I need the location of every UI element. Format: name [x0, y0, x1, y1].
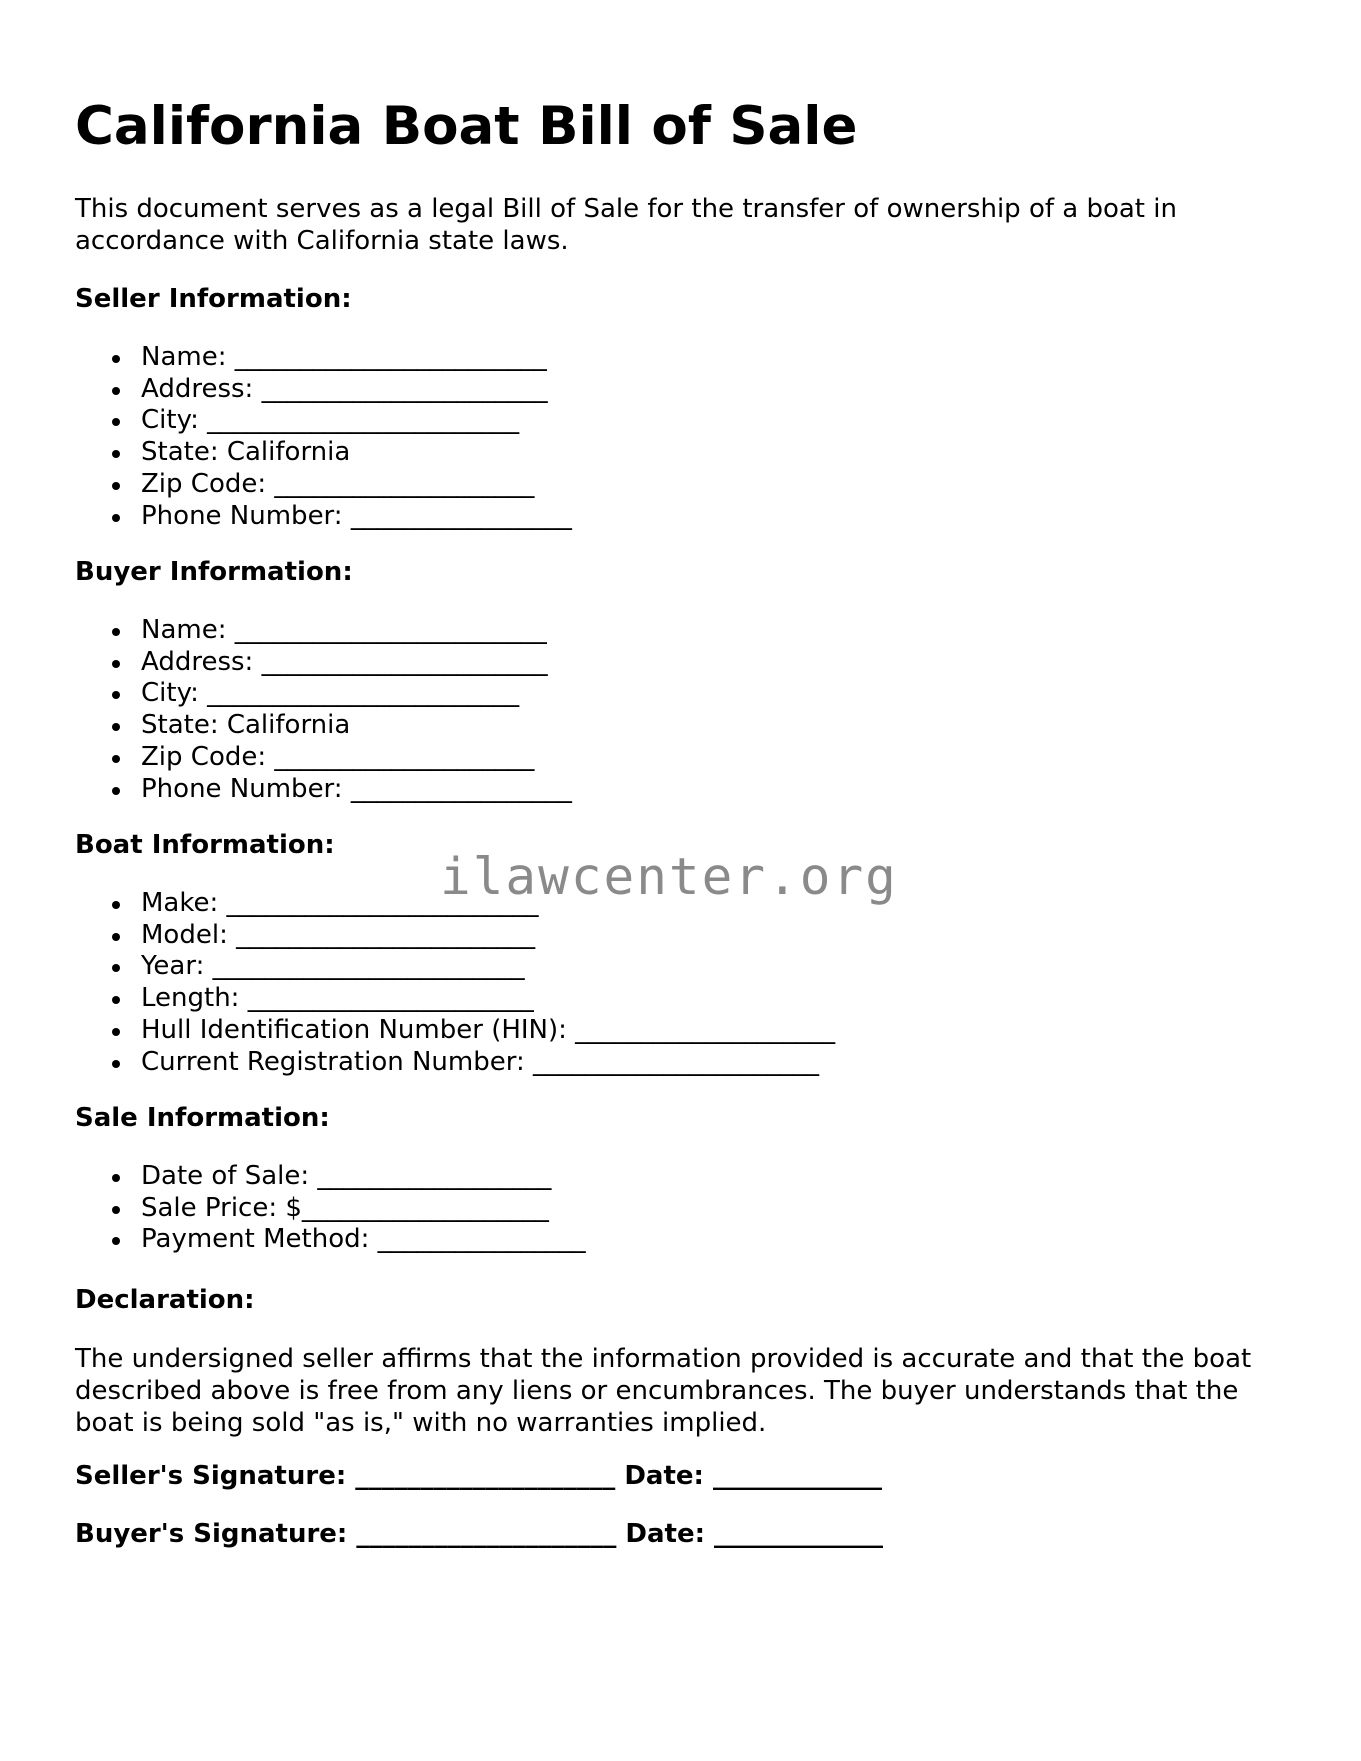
declaration-heading: Declaration: — [75, 1285, 255, 1315]
buyer-fields — [75, 615, 572, 805]
buyer-address-field[interactable]: Address: ______________________ — [141, 647, 572, 679]
boat-registration-field[interactable]: Current Registration Number: ______________________ — [141, 1047, 835, 1079]
sale-fields — [75, 1161, 586, 1256]
seller-zip-field[interactable]: Zip Code: ____________________ — [141, 469, 572, 501]
buyer-state-field: State: California — [141, 710, 572, 742]
intro-paragraph: This document serves as a legal Bill of Sale for the transfer of ownership of a boat in accordance with California state laws. — [75, 194, 1177, 256]
seller-city-field[interactable]: City: ________________________ — [141, 405, 572, 437]
buyer-phone-field[interactable]: Phone Number: _________________ — [141, 773, 572, 804]
boat-fields — [75, 888, 835, 1078]
boat-hin-field[interactable]: Hull Identification Number (HIN): ____________________ — [141, 1014, 836, 1045]
watermark-text: ilawcenter.org — [440, 848, 898, 907]
seller-address-field[interactable]: Address: ______________________ — [141, 374, 572, 406]
sale-price-field[interactable]: Sale Price: $___________________ — [141, 1193, 586, 1225]
buyer-city-field[interactable]: City: ________________________ — [141, 678, 572, 710]
buyer-signature-line[interactable]: Buyer's Signature: ____________________ Date: _____________ — [75, 1519, 884, 1549]
boat-make-field[interactable]: Make: ________________________ — [141, 888, 835, 920]
declaration-text: The undersigned seller affirms that the information provided is accurate and that the boat described above is free from any liens or encumbrances. The buyer understands that the boat is being sold "as is," with no warranties implied. — [75, 1344, 1252, 1438]
buyer-heading: Buyer Information: — [75, 557, 353, 587]
boat-year-field[interactable]: Year: ________________________ — [141, 951, 835, 983]
seller-fields — [75, 342, 572, 532]
seller-heading: Seller Information: — [75, 284, 352, 314]
sale-date-field[interactable]: Date of Sale: __________________ — [141, 1161, 586, 1193]
boat-heading: Boat Information: — [75, 830, 335, 860]
sale-heading: Sale Information: — [75, 1103, 330, 1133]
buyer-name-field[interactable]: Name: ________________________ — [141, 615, 572, 647]
seller-state-field: State: California — [141, 437, 572, 469]
seller-signature-line[interactable]: Seller's Signature: ____________________ Date: _____________ — [75, 1461, 882, 1491]
seller-phone-field[interactable]: Phone Number: _________________ — [141, 500, 572, 531]
payment-method-field[interactable]: Payment Method: ________________ — [141, 1224, 586, 1255]
seller-name-field[interactable]: Name: ________________________ — [141, 342, 572, 374]
buyer-zip-field[interactable]: Zip Code: ____________________ — [141, 742, 572, 774]
document-title: California Boat Bill of Sale — [75, 96, 858, 157]
boat-model-field[interactable]: Model: _______________________ — [141, 920, 835, 952]
boat-length-field[interactable]: Length: ______________________ — [141, 983, 835, 1015]
